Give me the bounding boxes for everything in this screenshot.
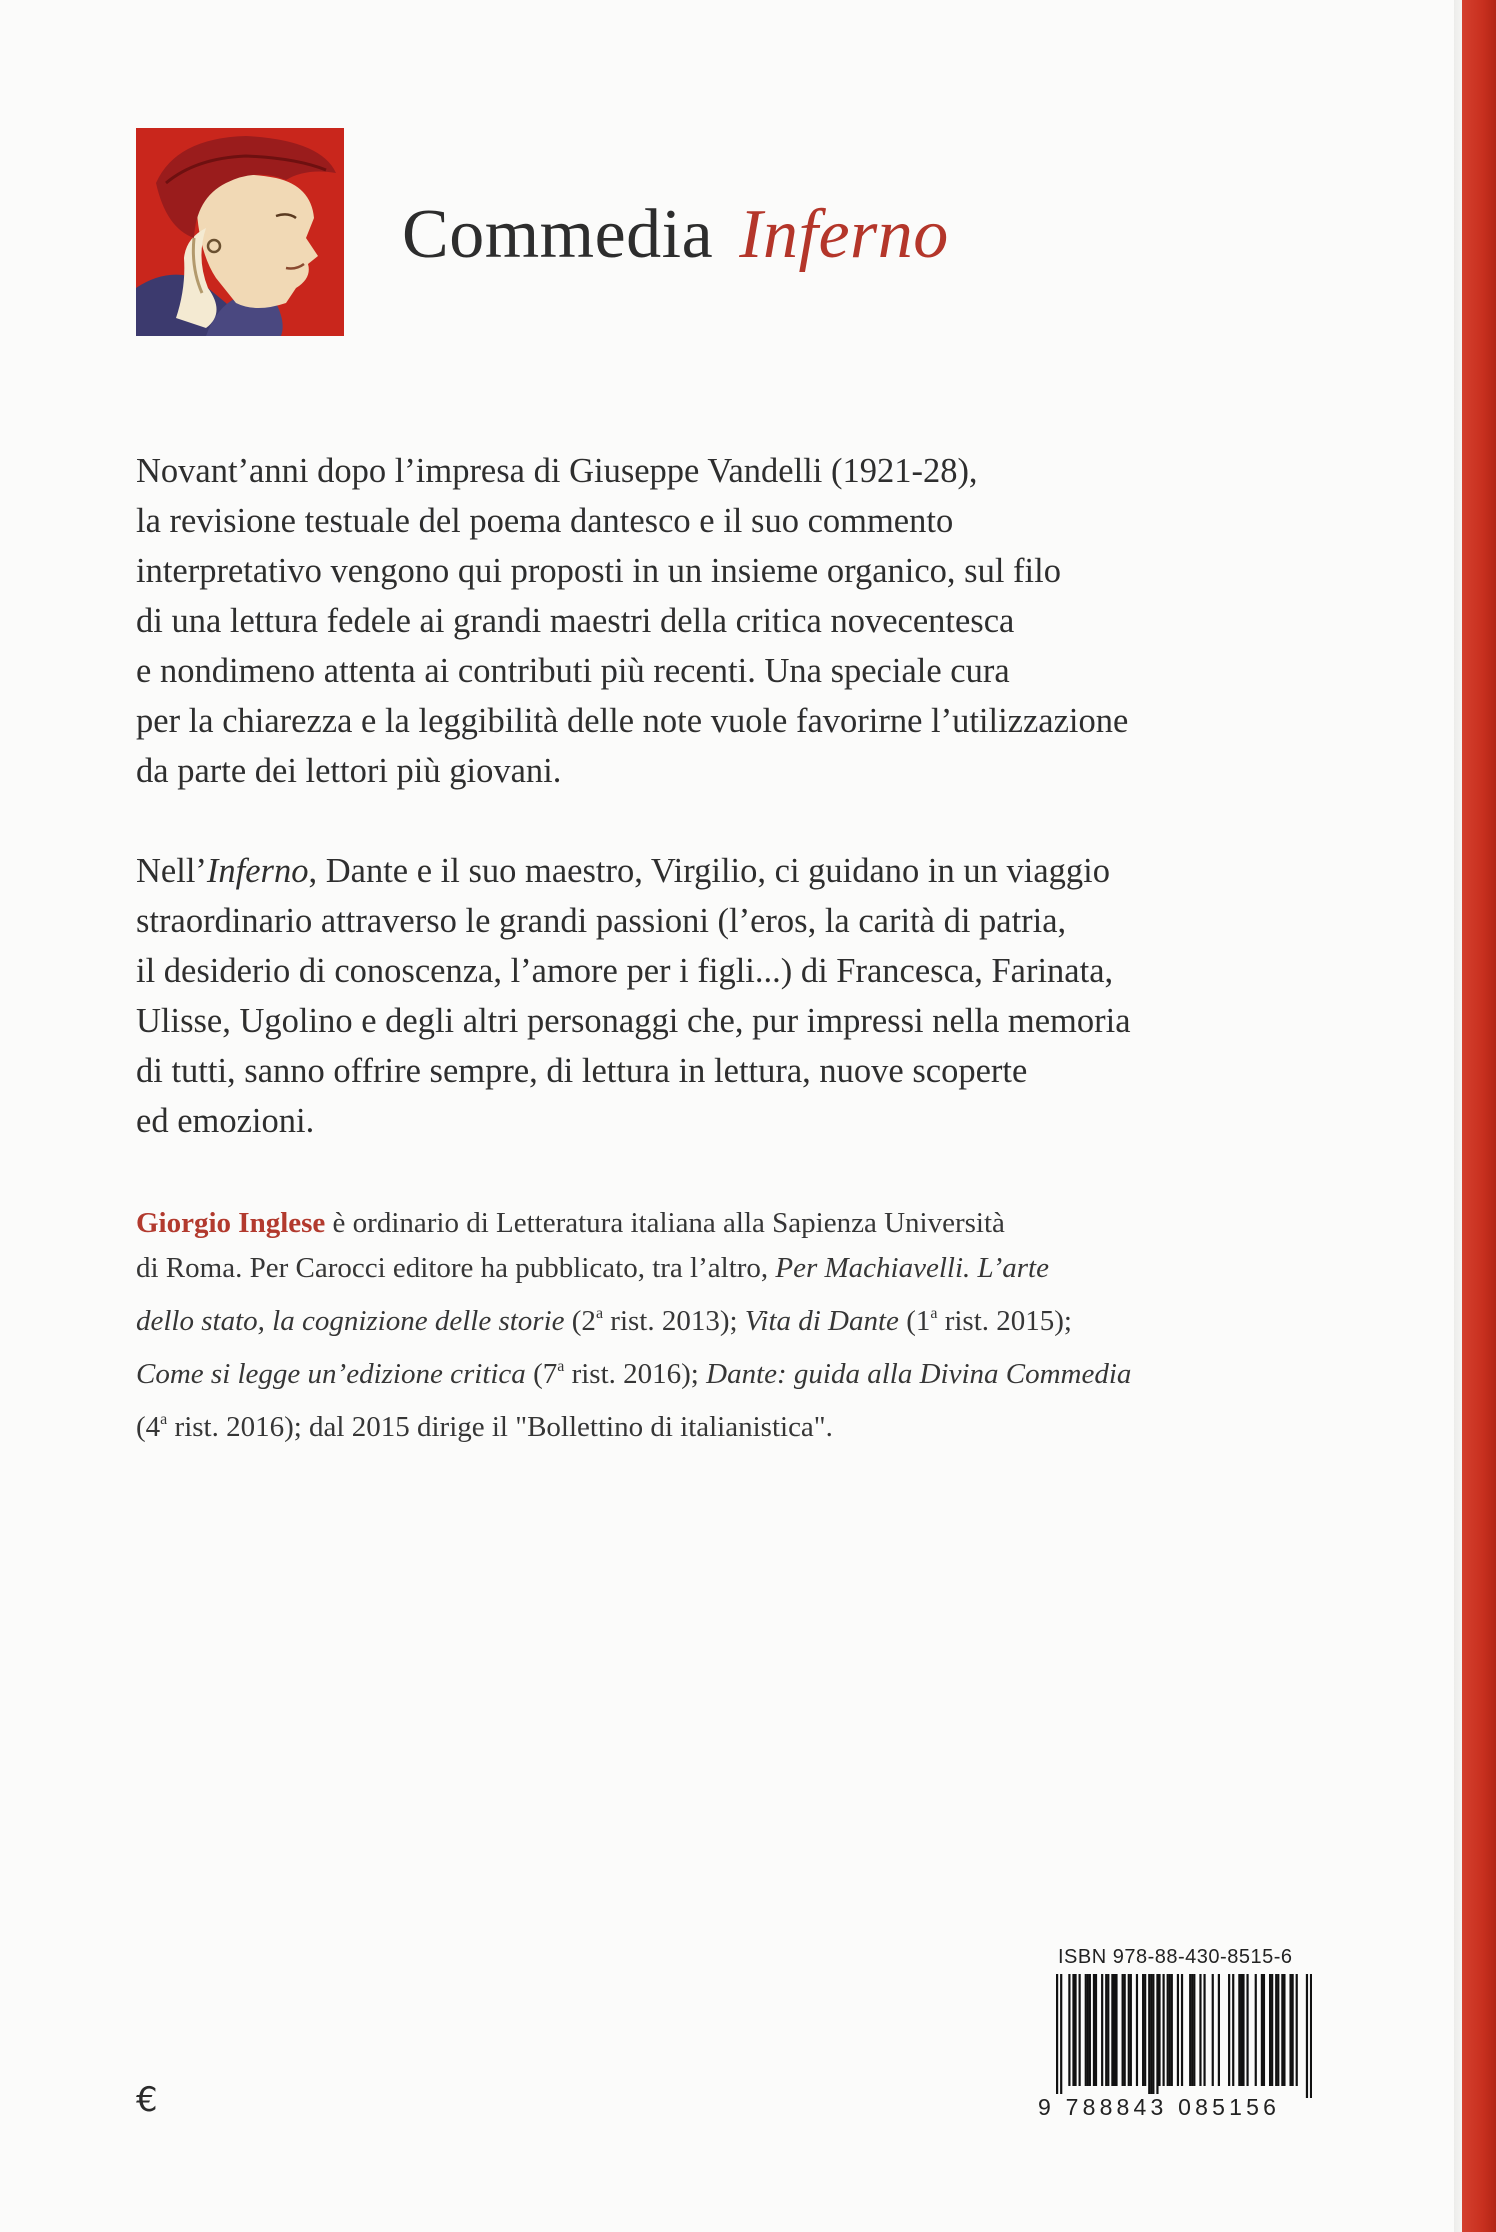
barcode-bar [1144, 1974, 1146, 2086]
description-line: di una lettura fedele ai grandi maestri della critica novecentesca [136, 602, 1015, 640]
barcode-bar [1156, 1974, 1158, 2098]
barcode-bar [1289, 1974, 1291, 2086]
title-subtitle: Inferno [739, 196, 949, 273]
description-line: da parte dei lettori più giovani. [136, 752, 562, 790]
barcode-bar [1085, 1974, 1087, 2086]
barcode-bar [1275, 1974, 1277, 2086]
barcode-bar [1079, 1974, 1081, 2086]
barcode-bar [1232, 1974, 1234, 2086]
barcode-bar [1189, 1974, 1191, 2086]
barcode-bar [1177, 1974, 1179, 2086]
cover-edge [1454, 0, 1462, 2232]
barcode-bar [1072, 1974, 1074, 2086]
barcode-bar [1283, 1974, 1285, 2086]
barcode-bar [1167, 1974, 1169, 2086]
barcode-bar [1193, 1974, 1195, 2086]
book-title [402, 190, 949, 280]
bio-text: è ordinario di Letteratura italiana alla Sapienza Università [325, 1207, 1005, 1239]
barcode-bar [1255, 1974, 1257, 2086]
bio-text: (4 [136, 1411, 161, 1443]
book-ref: dello stato, la cognizione delle storie [136, 1305, 565, 1337]
publisher-logo-icon: € [136, 2080, 158, 2120]
barcode-bar [1163, 1974, 1165, 2086]
description-line: per la chiarezza e la leggibilità delle note vuole favorirne l’utilizzazione [136, 702, 1129, 740]
description-line: e nondimeno attenta ai contributi più recenti. Una speciale cura [136, 652, 1010, 690]
barcode-bar [1261, 1974, 1263, 2086]
barcode-bar [1310, 1974, 1312, 2098]
barcode-bar [1169, 1974, 1171, 2086]
barcode-bar [1130, 1974, 1132, 2086]
description-line: la revisione testuale del poema dantesco e il suo commento [136, 502, 954, 540]
barcode-bar [1136, 1974, 1138, 2086]
barcode-bar [1281, 1974, 1283, 2086]
barcode-bar [1296, 1974, 1298, 2086]
bio-line [136, 1344, 1336, 1397]
barcode-bar [1271, 1974, 1273, 2086]
barcode-bar [1158, 1974, 1160, 2086]
isbn-barcode [1056, 1974, 1312, 2098]
barcode-bar [1128, 1974, 1130, 2086]
isbn-label: ISBN 978-88-430-8515-6 [1058, 1946, 1293, 1968]
barcode-bar [1191, 1974, 1193, 2086]
description-paragraph-2 [136, 846, 1356, 1146]
barcode-bar [1181, 1974, 1183, 2086]
description-line: Novant’anni dopo l’impresa di Giuseppe Vandelli (1921-28), [136, 452, 978, 490]
description-line: Ulisse, Ugolino e degli altri personaggi che, pur impressi nella memoria [136, 1002, 1131, 1040]
barcode-bar [1089, 1974, 1091, 2086]
edition-sup: a [930, 1305, 938, 1322]
description-line: di tutti, sanno offrire sempre, di lettura in lettura, nuove scoperte [136, 1052, 1028, 1090]
bio-text: di Roma. Per Carocci editore ha pubblicato, tra l’altro, [136, 1252, 776, 1284]
barcode-bar [1087, 1974, 1089, 2086]
barcode-bar [1060, 1974, 1062, 2098]
bio-line [136, 1201, 1336, 1246]
red-spine-strip [1462, 0, 1496, 2232]
description-line [136, 846, 1356, 896]
barcode-bar [1101, 1974, 1103, 2086]
edition-sup: a [557, 1358, 565, 1375]
line-rest: , Dante e il suo maestro, Virgilio, ci guidano in un viaggio [308, 852, 1111, 890]
bio-line [136, 1291, 1336, 1344]
edition-sup: a [595, 1305, 604, 1322]
bio-text: (7 [525, 1358, 558, 1390]
edition-sup: a [160, 1411, 168, 1428]
book-ref: Come si legge un’edizione critica [136, 1358, 526, 1390]
barcode-bar [1263, 1974, 1265, 2086]
author-bio [136, 1201, 1336, 1450]
barcode-bar [1306, 1974, 1308, 2098]
description-line: il desiderio di conoscenza, l’amore per i figli...) di Francesca, Farinata, [136, 952, 1114, 990]
barcode-bar [1212, 1974, 1214, 2086]
barcode-bar [1292, 1974, 1294, 2086]
description-line: interpretativo vengono qui proposti in un insieme organico, sul filo [136, 552, 1061, 590]
bio-line [136, 1397, 1336, 1450]
book-ref: Vita di Dante [744, 1305, 899, 1337]
barcode-bar [1171, 1974, 1173, 2086]
title-main: Commedia [402, 196, 714, 273]
barcode-bar [1246, 1974, 1248, 2086]
bio-text: rist. 2016); [564, 1358, 707, 1390]
bio-line [136, 1246, 1336, 1291]
portrait-illustration [136, 128, 344, 336]
line-prefix: Nell’ [136, 852, 207, 890]
barcode-bar [1148, 1974, 1150, 2098]
barcode-bar [1095, 1974, 1097, 2086]
barcode-bar [1203, 1974, 1205, 2086]
barcode-bar [1277, 1974, 1279, 2086]
barcode-bar [1238, 1974, 1240, 2086]
barcode-bar [1068, 1974, 1070, 2086]
description-line: straordinario attraverso le grandi passioni (l’eros, la carità di patria, [136, 902, 1067, 940]
author-name: Giorgio Inglese [136, 1207, 326, 1239]
barcode-bar [1228, 1974, 1230, 2086]
description-paragraph-1 [136, 446, 1356, 796]
barcode-bar [1115, 1974, 1117, 2086]
barcode-bar [1240, 1974, 1242, 2086]
barcode-bar [1150, 1974, 1152, 2098]
barcode-bar [1093, 1974, 1095, 2086]
bio-text: rist. 2016); dal 2015 dirige il "Bollettino di italianistica". [167, 1411, 833, 1443]
barcode-bar [1242, 1974, 1244, 2086]
barcode-bar [1218, 1974, 1220, 2086]
barcode-bar [1107, 1974, 1109, 2086]
bio-text: (2 [564, 1305, 596, 1337]
barcode-bar [1105, 1974, 1107, 2086]
inferno-italic: Inferno [206, 852, 309, 890]
bio-text: rist. 2015); [937, 1305, 1072, 1337]
bio-text: rist. 2013); [603, 1305, 745, 1337]
barcode-bar [1142, 1974, 1144, 2086]
dante-portrait-image [136, 128, 344, 336]
barcode-bar [1074, 1974, 1076, 2086]
book-ref: Dante: guida alla Divina Commedia [706, 1358, 1132, 1390]
barcode-bar [1152, 1974, 1154, 2098]
barcode-bar [1199, 1974, 1201, 2086]
barcode-bar [1113, 1974, 1115, 2086]
book-ref: Per Machiavelli. L’arte [775, 1252, 1049, 1284]
barcode-bar [1111, 1974, 1113, 2086]
barcode-digits: 9 788843 085156 [1038, 2094, 1281, 2120]
barcode-bar [1056, 1974, 1058, 2098]
barcode-bar [1122, 1974, 1124, 2086]
bio-text: (1 [898, 1305, 931, 1337]
barcode-bar [1124, 1974, 1126, 2086]
description-line: ed emozioni. [136, 1102, 315, 1140]
barcode-bar [1269, 1974, 1271, 2086]
